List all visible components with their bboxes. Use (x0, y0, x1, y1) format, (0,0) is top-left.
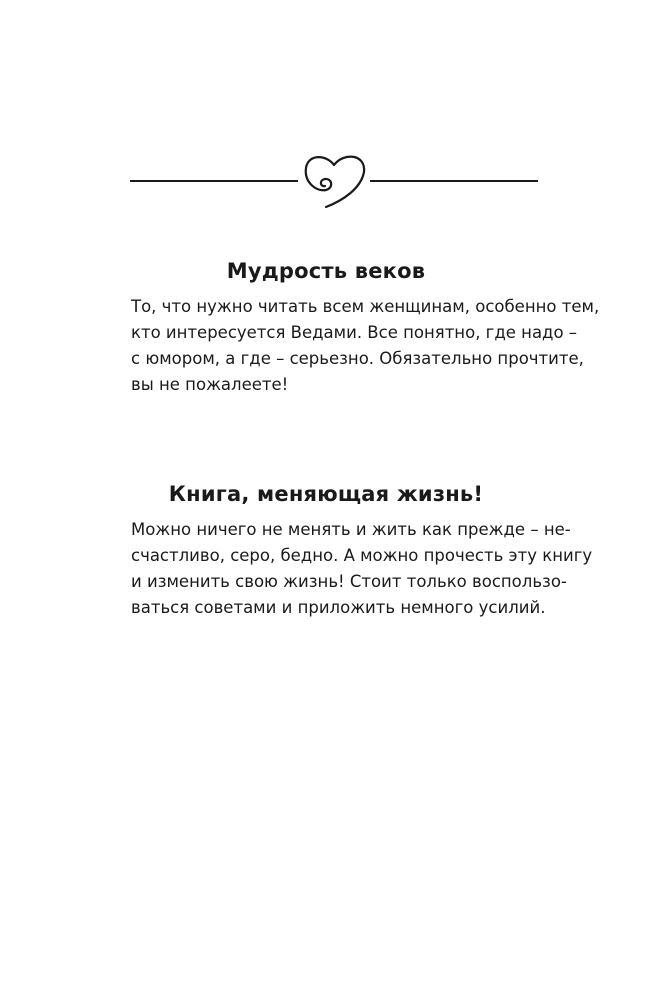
heart-icon (306, 157, 364, 207)
body-line: То, что нужно читать всем женщинам, особенно тем, (131, 297, 600, 316)
section-title: Книга, меняющая жизнь! (168, 482, 484, 506)
body-line: ваться советами и приложить немного усилий. (131, 598, 546, 617)
body-line: Можно ничего не менять и жить как прежде – не- (131, 520, 571, 539)
review-section-life-changing (131, 481, 593, 621)
section-body (131, 517, 593, 621)
section-body (131, 294, 600, 398)
body-line: и изменить свою жизнь! Стоит только воспользо- (131, 572, 567, 591)
body-line: с юмором, а где – серьезно. Обязательно прочтите, (131, 349, 584, 368)
section-title: Мудрость веков (226, 259, 426, 283)
heart-divider-ornament (130, 150, 538, 212)
body-line: вы не пожалеете! (131, 375, 289, 394)
review-section-wisdom (131, 258, 600, 398)
body-line: кто интересуется Ведами. Все понятно, где надо – (131, 323, 578, 342)
body-line: счастливо, серо, бедно. А можно прочесть эту книгу (131, 546, 593, 565)
